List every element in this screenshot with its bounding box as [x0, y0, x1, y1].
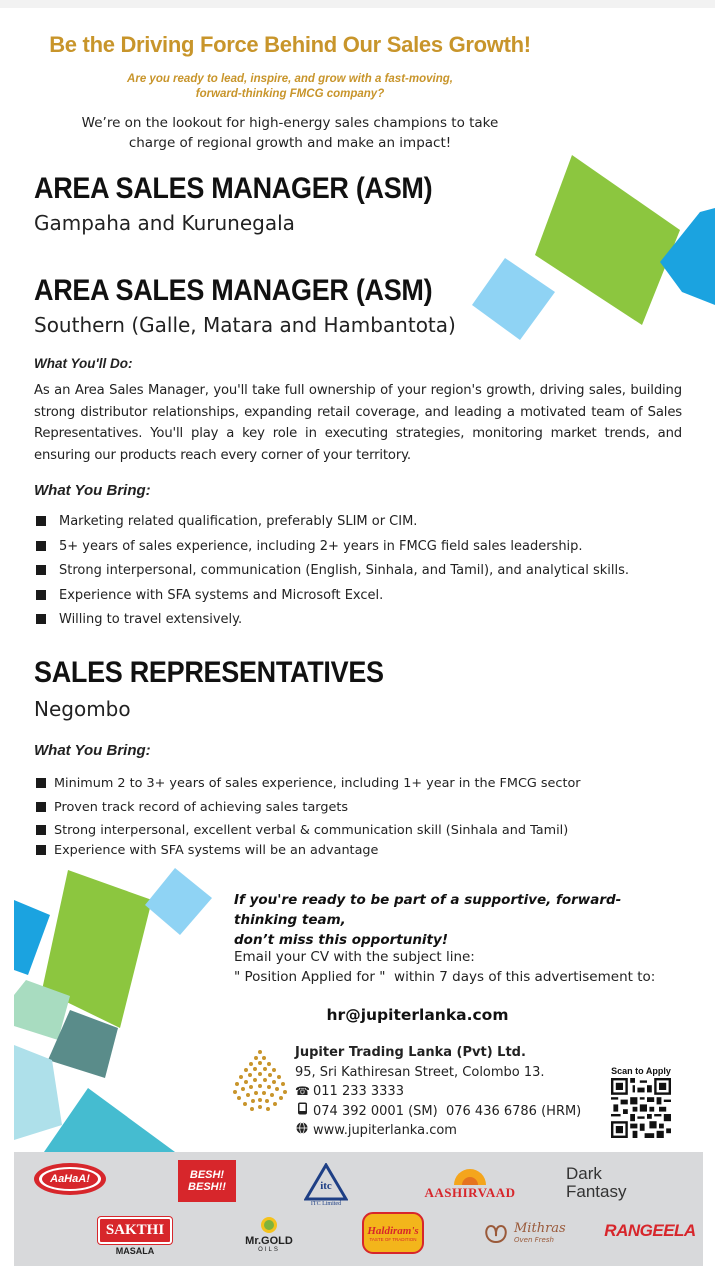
besh-text-1: BESH! — [189, 1169, 225, 1181]
rangeela-text: RANGEELA — [604, 1221, 696, 1240]
qr-block — [608, 1066, 674, 1138]
globe-icon — [295, 1121, 309, 1141]
besh-text-2: BESH!! — [188, 1181, 226, 1193]
itc-text: ITC Limited — [310, 1201, 342, 1207]
cta-instructions-line-1: Email your CV with the subject line: — [234, 949, 475, 965]
company-address: 95, Sri Kathiresan Street, Colombo 13. — [295, 1064, 545, 1080]
asm-do-heading: What You'll Do: — [34, 356, 133, 371]
headline: Be the Driving Force Behind Our Sales Growth! — [49, 32, 531, 57]
rep-requirements-list — [36, 775, 581, 866]
aahaa-logo — [32, 1160, 108, 1198]
job-location-gampaha: Gampaha and Kurunegala — [34, 211, 295, 235]
asm-requirements-list — [36, 513, 629, 636]
intro-line-2: charge of regional growth and make an impact! — [128, 135, 452, 151]
haldirams-logo — [362, 1212, 424, 1254]
haldirams-text: Haldiram's — [367, 1224, 419, 1237]
cta-question-line-1: If you're ready to be part of a supportive, forward-thinking team, — [234, 892, 622, 928]
intro-line-1: We’re on the lookout for high-energy sales champions to take — [81, 115, 499, 131]
cta-instructions — [234, 947, 684, 987]
itc-logo — [300, 1160, 352, 1210]
dark-fantasy-text-2: Fantasy — [566, 1182, 627, 1201]
cta-instructions-line-2: " Position Applied for " within 7 days of this advertisement to: — [234, 969, 656, 985]
cta-question — [234, 890, 684, 950]
list-item: Minimum 2 to 3+ years of sales experience, including 1+ year in the FMCG sector — [36, 775, 581, 799]
subheadline — [0, 72, 580, 102]
company-phone-row — [295, 1082, 581, 1102]
list-item: Marketing related qualification, preferably SLIM or CIM. — [36, 513, 629, 538]
list-item: Experience with SFA systems and Microsoft Excel. — [36, 587, 629, 612]
list-item: 5+ years of sales experience, including 2+ years in FMCG field sales leadership. — [36, 538, 629, 563]
list-item: Strong interpersonal, communication (English, Sinhala, and Tamil), and analytical skills. — [36, 562, 629, 587]
asm-bring-heading: What You Bring: — [34, 482, 151, 499]
asm-do-paragraph: As an Area Sales Manager, you'll take full ownership of your region's growth, driving sales, building strong distributor relationships, expanding retail coverage, and leading a motivated team of Sales Representatives. You'll play a key role in executing strategies, monitoring market trends, and ensuring our products reach every corner of your territory. — [34, 383, 682, 463]
mithras-pretzel-icon — [482, 1220, 510, 1246]
company-mobile-row — [295, 1102, 581, 1122]
sakthi-text: SAKTHI — [98, 1217, 172, 1244]
job-title-sales-rep: SALES REPRESENTATIVES — [34, 656, 384, 689]
list-item: Experience with SFA systems will be an advantage — [36, 842, 581, 866]
list-item: Willing to travel extensively. — [36, 611, 629, 636]
mithras-sub: Oven Fresh — [514, 1236, 554, 1244]
itc-mark: itc — [320, 1180, 332, 1192]
mithras-text: Mithras — [514, 1221, 566, 1236]
telephone-icon: ☎ — [295, 1084, 310, 1098]
mithras-logo — [482, 1216, 578, 1250]
qr-code-icon[interactable] — [611, 1078, 671, 1138]
company-mobile[interactable]: 074 392 0001 (SM) 076 436 6786 (HRM) — [313, 1103, 582, 1119]
aashirvaad-logo — [412, 1164, 528, 1202]
dark-fantasy-logo — [566, 1162, 656, 1204]
company-name: Jupiter Trading Lanka (Pvt) Ltd. — [295, 1045, 526, 1060]
list-item: Strong interpersonal, excellent verbal & communication skill (Sinhala and Tamil) — [36, 822, 581, 842]
rangeela-logo — [604, 1216, 696, 1246]
besh-logo — [178, 1160, 236, 1202]
subheadline-line-2: forward-thinking FMCG company? — [195, 88, 385, 100]
email-link[interactable]: hr@jupiterlanka.com — [326, 1006, 509, 1024]
mobile-phone-icon — [295, 1102, 309, 1122]
sakthi-sub: MASALA — [115, 1245, 155, 1256]
job-title-asm-southern: AREA SALES MANAGER (ASM) — [34, 274, 433, 307]
company-web-row — [295, 1121, 581, 1141]
haldirams-sub: TASTE OF TRADITION — [369, 1236, 417, 1242]
aashirvaad-sun-icon — [450, 1165, 490, 1185]
mr-gold-sub: OILS — [258, 1247, 280, 1253]
company-contact-block — [295, 1043, 581, 1141]
company-website[interactable]: www.jupiterlanka.com — [313, 1123, 457, 1138]
list-item: Proven track record of achieving sales targets — [36, 799, 581, 823]
company-phone[interactable]: 011 233 3333 — [313, 1084, 404, 1099]
job-location-southern: Southern (Galle, Matara and Hambantota) — [34, 313, 456, 337]
job-title-asm-gampaha: AREA SALES MANAGER (ASM) — [34, 172, 433, 205]
aahaa-text: AaHaA! — [50, 1173, 90, 1185]
subheadline-line-1: Are you ready to lead, inspire, and grow with a fast-moving, — [127, 73, 453, 85]
cta-question-line-2: don’t miss this opportunity! — [234, 932, 448, 948]
mr-gold-sun-icon — [258, 1215, 280, 1235]
qr-label: Scan to Apply — [611, 1066, 671, 1076]
jupiter-logo-icon — [230, 1048, 290, 1112]
mr-gold-logo — [236, 1210, 302, 1258]
job-location-negombo: Negombo — [34, 697, 131, 721]
sakthi-logo — [98, 1216, 172, 1256]
rep-bring-heading: What You Bring: — [34, 742, 151, 759]
mr-gold-text: Mr.GOLD — [245, 1235, 293, 1247]
dark-fantasy-text-1: Dark — [566, 1164, 602, 1183]
aashirvaad-text: AASHIRVAAD — [424, 1185, 516, 1200]
intro-text — [0, 113, 580, 153]
